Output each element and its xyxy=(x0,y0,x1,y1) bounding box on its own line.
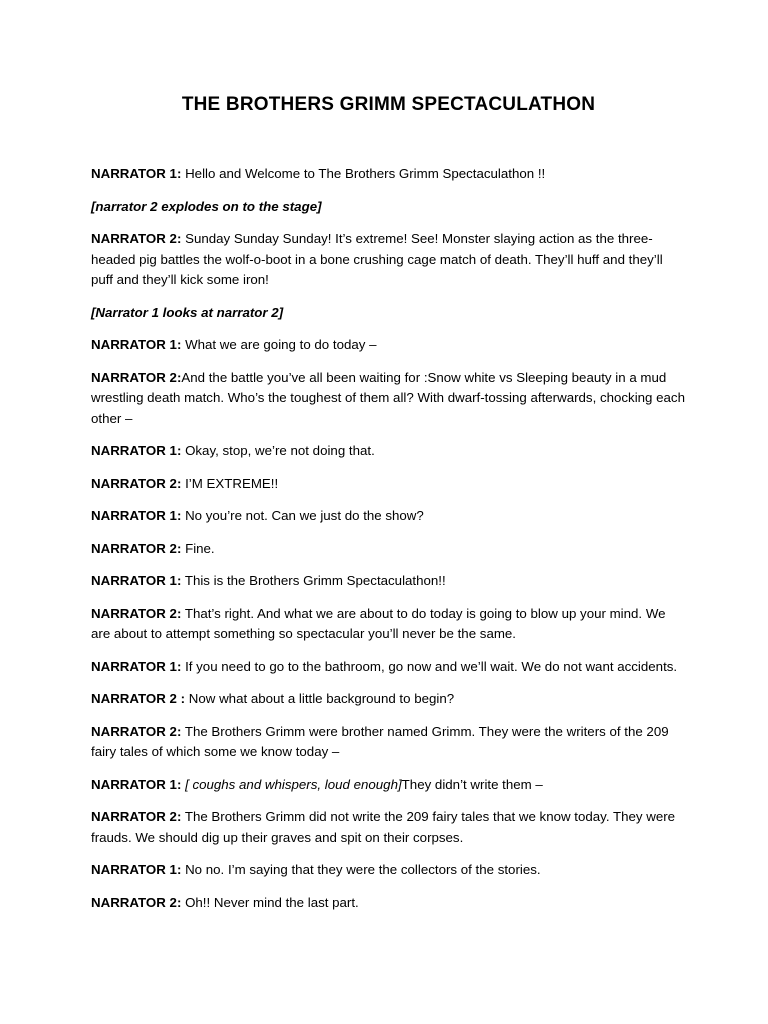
speaker-name: NARRATOR 1: xyxy=(91,508,182,523)
dialogue-text: Oh!! Never mind the last part. xyxy=(181,894,359,910)
dialogue-line xyxy=(91,229,686,291)
speaker-name: NARRATOR 2: xyxy=(91,723,182,739)
dialogue-text: I’M EXTREME!! xyxy=(181,475,279,491)
speaker-name: NARRATOR 2: xyxy=(91,605,182,621)
stage-direction: [Narrator 1 looks at narrator 2] xyxy=(91,304,284,320)
speaker-name: NARRATOR 2 : xyxy=(91,691,186,706)
dialogue-line xyxy=(91,604,686,645)
speaker-name: NARRATOR 1: xyxy=(91,166,182,181)
speaker-name: NARRATOR 2: xyxy=(91,809,182,824)
document-title: THE BROTHERS GRIMM SPECTACULATHON xyxy=(181,94,596,115)
dialogue-text: Hello and Welcome to The Brothers Grimm Spectaculathon !! xyxy=(181,166,546,181)
speaker-name: NARRATOR 1: xyxy=(91,658,182,674)
dialogue-text: The Brothers Grimm did not write the 209 fairy tales that we know today. They were frauds. We should dig up their graves and spit on their corpses. xyxy=(91,809,676,845)
dialogue-line xyxy=(91,506,686,527)
dialogue-line xyxy=(91,571,686,592)
dialogue-text: Sunday Sunday Sunday! It’s extreme! See! Monster slaying action as the three-headed pig battles the wolf-o-boot in a bone crushing cage match of death. They’ll huff and they’ll puff and they’ll kick some iron! xyxy=(91,231,663,287)
dialogue-line xyxy=(91,657,686,678)
dialogue-text: Okay, stop, we’re not doing that. xyxy=(181,443,375,458)
dialogue-text: No you’re not. Can we just do the show? xyxy=(181,508,424,523)
dialogue-text: They didn’t write them – xyxy=(401,776,543,792)
speaker-name: NARRATOR 1: xyxy=(91,573,182,588)
inline-stage-direction: [ coughs and whispers, loud enough] xyxy=(181,776,402,792)
speaker-name: NARRATOR 1: xyxy=(91,337,182,352)
dialogue-line xyxy=(91,368,686,430)
speaker-name: NARRATOR 2: xyxy=(91,894,182,910)
dialogue-line xyxy=(91,539,686,560)
dialogue-line xyxy=(91,474,686,495)
dialogue-text: And the battle you’ve all been waiting for :Snow white vs Sleeping beauty in a mud wrestling death match. Who’s the toughest of them all? With dwarf-tossing afterwards, chocking each other – xyxy=(91,369,685,426)
dialogue-line xyxy=(91,860,686,881)
speaker-name: NARRATOR 2: xyxy=(91,540,182,556)
dialogue-line xyxy=(91,335,686,356)
dialogue-text: That’s right. And what we are about to do today is going to blow up your mind. We are about to attempt something so spectacular you’ll never be the same. xyxy=(91,605,666,641)
dialogue-text: The Brothers Grimm were brother named Grimm. They were the writers of the 209 fairy tales of which some we know today – xyxy=(91,723,669,759)
dialogue-text: What we are going to do today – xyxy=(181,337,377,352)
speaker-name: NARRATOR 1: xyxy=(91,862,182,877)
dialogue-line xyxy=(91,441,686,462)
dialogue-line xyxy=(91,689,686,710)
speaker-name: NARRATOR 1: xyxy=(91,776,182,792)
dialogue-line xyxy=(91,722,686,763)
dialogue-line xyxy=(91,807,686,848)
dialogue-text: No no. I’m saying that they were the collectors of the stories. xyxy=(181,862,541,877)
dialogue-line xyxy=(91,164,686,185)
dialogue-line xyxy=(91,893,686,914)
speaker-name: NARRATOR 2: xyxy=(91,369,182,385)
dialogue-text: Now what about a little background to begin? xyxy=(185,691,455,706)
speaker-name: NARRATOR 1: xyxy=(91,443,182,458)
dialogue-text: If you need to go to the bathroom, go now and we’ll wait. We do not want accidents. xyxy=(181,658,678,674)
stage-direction: [narrator 2 explodes on to the stage] xyxy=(91,198,322,214)
dialogue-text: Fine. xyxy=(181,540,215,556)
speaker-name: NARRATOR 2: xyxy=(91,475,182,491)
speaker-name: NARRATOR 2: xyxy=(91,231,182,246)
dialogue-text: This is the Brothers Grimm Spectaculathon!! xyxy=(181,573,446,588)
script-body xyxy=(91,164,686,913)
dialogue-line xyxy=(91,775,686,796)
